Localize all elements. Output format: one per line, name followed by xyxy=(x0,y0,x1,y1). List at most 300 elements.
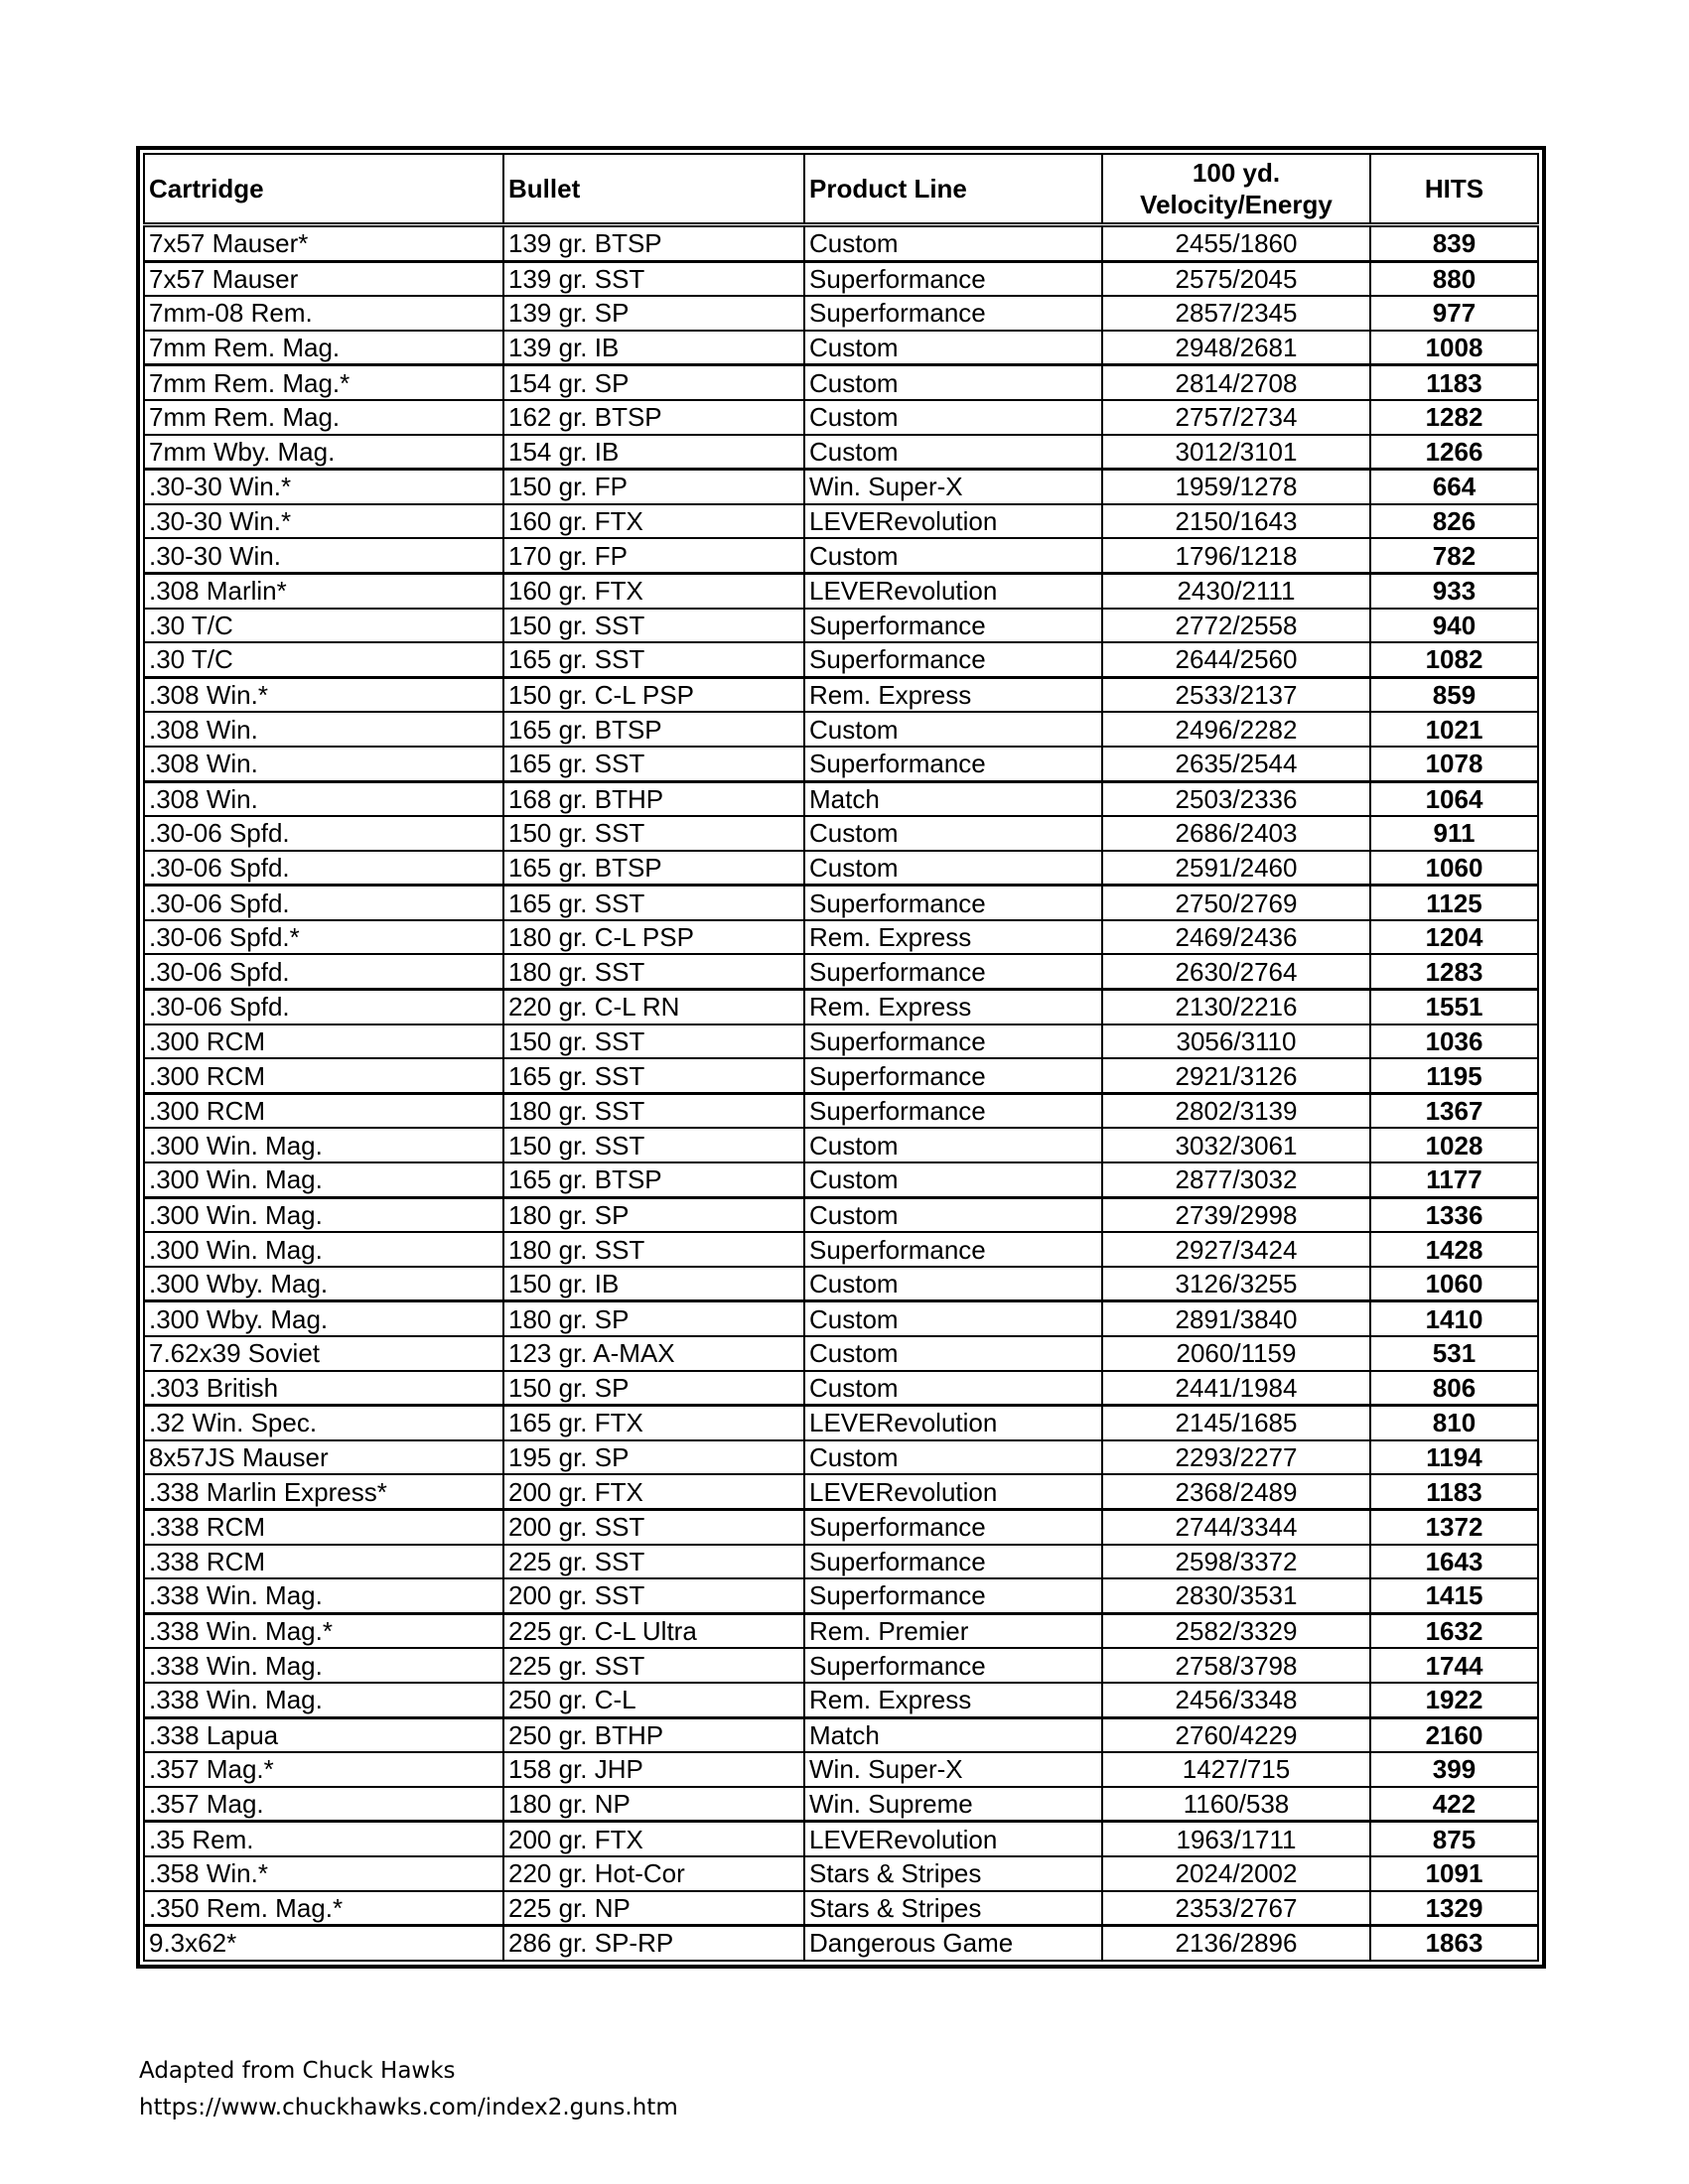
cell-bullet: 165 gr. BTSP xyxy=(503,851,804,886)
cell-hits: 1060 xyxy=(1370,851,1538,886)
table-row xyxy=(144,1024,1538,1059)
cell-bullet: 150 gr. C-L PSP xyxy=(503,677,804,712)
cell-velocity-energy: 2750/2769 xyxy=(1102,886,1370,920)
cell-product-line: Custom xyxy=(804,1267,1102,1301)
cell-hits: 1183 xyxy=(1370,1474,1538,1509)
table-row xyxy=(144,1371,1538,1406)
cell-bullet: 286 gr. SP-RP xyxy=(503,1926,804,1961)
table-row xyxy=(144,296,1538,331)
cell-velocity-energy: 2921/3126 xyxy=(1102,1058,1370,1093)
cell-bullet: 200 gr. SST xyxy=(503,1578,804,1613)
table-row xyxy=(144,1406,1538,1440)
cell-hits: 1036 xyxy=(1370,1024,1538,1059)
cell-cartridge: .300 Win. Mag. xyxy=(144,1128,503,1162)
cell-velocity-energy: 2441/1984 xyxy=(1102,1371,1370,1406)
table-header xyxy=(144,154,1538,225)
cell-hits: 1204 xyxy=(1370,920,1538,955)
cell-product-line: Custom xyxy=(804,1301,1102,1336)
cell-bullet: 150 gr. IB xyxy=(503,1267,804,1301)
table-row xyxy=(144,1162,1538,1197)
cell-product-line: Superformance xyxy=(804,1024,1102,1059)
cell-cartridge: .308 Win. xyxy=(144,712,503,747)
cell-cartridge: .338 Win. Mag. xyxy=(144,1578,503,1613)
cell-cartridge: 7x57 Mauser* xyxy=(144,225,503,262)
cell-hits: 977 xyxy=(1370,296,1538,331)
cell-bullet: 165 gr. BTSP xyxy=(503,712,804,747)
cell-bullet: 250 gr. BTHP xyxy=(503,1717,804,1752)
source-footer xyxy=(139,2053,678,2126)
cell-hits: 911 xyxy=(1370,816,1538,851)
cell-velocity-energy: 2150/1643 xyxy=(1102,504,1370,539)
table-row xyxy=(144,1752,1538,1787)
cell-product-line: Superformance xyxy=(804,1648,1102,1683)
cell-velocity-energy: 3126/3255 xyxy=(1102,1267,1370,1301)
cell-product-line: Superformance xyxy=(804,642,1102,677)
cell-hits: 1266 xyxy=(1370,435,1538,470)
header-velocity-energy-line2: Velocity/Energy xyxy=(1140,190,1333,219)
cell-product-line: LEVERevolution xyxy=(804,573,1102,608)
cell-cartridge: .30-06 Spfd. xyxy=(144,954,503,989)
cell-bullet: 139 gr. BTSP xyxy=(503,225,804,262)
cell-velocity-energy: 2758/3798 xyxy=(1102,1648,1370,1683)
cell-bullet: 123 gr. A-MAX xyxy=(503,1336,804,1371)
cell-product-line: Custom xyxy=(804,1440,1102,1475)
table-body xyxy=(144,225,1538,1961)
cell-cartridge: .35 Rem. xyxy=(144,1822,503,1856)
cell-velocity-energy: 2455/1860 xyxy=(1102,225,1370,262)
cell-product-line: Custom xyxy=(804,225,1102,262)
cell-velocity-energy: 1427/715 xyxy=(1102,1752,1370,1787)
cell-cartridge: .308 Marlin* xyxy=(144,573,503,608)
cell-velocity-energy: 2802/3139 xyxy=(1102,1093,1370,1128)
cell-product-line: Custom xyxy=(804,435,1102,470)
cell-product-line: Rem. Express xyxy=(804,1683,1102,1717)
table-row xyxy=(144,1545,1538,1579)
cell-velocity-energy: 3056/3110 xyxy=(1102,1024,1370,1059)
table-row xyxy=(144,747,1538,781)
table-row xyxy=(144,886,1538,920)
cell-bullet: 180 gr. SP xyxy=(503,1301,804,1336)
cell-velocity-energy: 1160/538 xyxy=(1102,1787,1370,1822)
cell-hits: 1008 xyxy=(1370,331,1538,365)
cell-velocity-energy: 1796/1218 xyxy=(1102,538,1370,573)
cell-hits: 880 xyxy=(1370,261,1538,296)
cell-cartridge: .338 RCM xyxy=(144,1509,503,1544)
cell-bullet: 195 gr. SP xyxy=(503,1440,804,1475)
cell-cartridge: .30-06 Spfd. xyxy=(144,851,503,886)
cell-hits: 1551 xyxy=(1370,990,1538,1024)
cell-hits: 1329 xyxy=(1370,1891,1538,1926)
table-row xyxy=(144,365,1538,400)
cell-velocity-energy: 2598/3372 xyxy=(1102,1545,1370,1579)
cell-product-line: Superformance xyxy=(804,886,1102,920)
cell-bullet: 180 gr. C-L PSP xyxy=(503,920,804,955)
cell-cartridge: .357 Mag.* xyxy=(144,1752,503,1787)
table-row xyxy=(144,1301,1538,1336)
source-attribution: Adapted from Chuck Hawks xyxy=(139,2058,456,2084)
cell-product-line: Rem. Express xyxy=(804,677,1102,712)
table-row xyxy=(144,1926,1538,1961)
cell-cartridge: 7mm Rem. Mag. xyxy=(144,400,503,435)
cell-hits: 806 xyxy=(1370,1371,1538,1406)
cell-hits: 1336 xyxy=(1370,1197,1538,1232)
cell-hits: 1922 xyxy=(1370,1683,1538,1717)
table-row xyxy=(144,573,1538,608)
cell-bullet: 200 gr. FTX xyxy=(503,1822,804,1856)
cell-velocity-energy: 2739/2998 xyxy=(1102,1197,1370,1232)
cell-hits: 1060 xyxy=(1370,1267,1538,1301)
cell-product-line: Win. Super-X xyxy=(804,1752,1102,1787)
cell-cartridge: 7mm Rem. Mag.* xyxy=(144,365,503,400)
cell-velocity-energy: 2772/2558 xyxy=(1102,609,1370,643)
cell-product-line: Match xyxy=(804,1717,1102,1752)
table-row xyxy=(144,1440,1538,1475)
table-row xyxy=(144,816,1538,851)
cell-cartridge: 7mm Rem. Mag. xyxy=(144,331,503,365)
cell-bullet: 165 gr. SST xyxy=(503,1058,804,1093)
cell-velocity-energy: 2368/2489 xyxy=(1102,1474,1370,1509)
cell-velocity-energy: 2430/2111 xyxy=(1102,573,1370,608)
cell-hits: 1177 xyxy=(1370,1162,1538,1197)
cell-cartridge: .300 Wby. Mag. xyxy=(144,1301,503,1336)
cell-velocity-energy: 2744/3344 xyxy=(1102,1509,1370,1544)
cell-velocity-energy: 2145/1685 xyxy=(1102,1406,1370,1440)
cell-bullet: 225 gr. SST xyxy=(503,1545,804,1579)
table-row xyxy=(144,261,1538,296)
cell-product-line: Custom xyxy=(804,365,1102,400)
table-row xyxy=(144,1128,1538,1162)
cell-product-line: Custom xyxy=(804,400,1102,435)
cell-product-line: Superformance xyxy=(804,609,1102,643)
cell-product-line: Custom xyxy=(804,712,1102,747)
cell-cartridge: .300 Win. Mag. xyxy=(144,1232,503,1267)
cell-product-line: Superformance xyxy=(804,261,1102,296)
table-row xyxy=(144,1891,1538,1926)
table-row xyxy=(144,920,1538,955)
cell-cartridge: 8x57JS Mauser xyxy=(144,1440,503,1475)
cell-velocity-energy: 2630/2764 xyxy=(1102,954,1370,989)
cell-velocity-energy: 2575/2045 xyxy=(1102,261,1370,296)
table-row xyxy=(144,1474,1538,1509)
cell-hits: 1183 xyxy=(1370,365,1538,400)
cell-velocity-energy: 3012/3101 xyxy=(1102,435,1370,470)
table-row xyxy=(144,609,1538,643)
cell-cartridge: .358 Win.* xyxy=(144,1856,503,1891)
cell-hits: 933 xyxy=(1370,573,1538,608)
table-row xyxy=(144,1856,1538,1891)
cell-cartridge: .30 T/C xyxy=(144,642,503,677)
cell-bullet: 220 gr. C-L RN xyxy=(503,990,804,1024)
cell-hits: 1021 xyxy=(1370,712,1538,747)
cell-bullet: 165 gr. BTSP xyxy=(503,1162,804,1197)
cell-product-line: Custom xyxy=(804,1371,1102,1406)
cell-velocity-energy: 2496/2282 xyxy=(1102,712,1370,747)
table-row xyxy=(144,504,1538,539)
cell-product-line: Stars & Stripes xyxy=(804,1856,1102,1891)
cell-hits: 1415 xyxy=(1370,1578,1538,1613)
cell-bullet: 139 gr. IB xyxy=(503,331,804,365)
cell-cartridge: .300 RCM xyxy=(144,1024,503,1059)
cell-velocity-energy: 2293/2277 xyxy=(1102,1440,1370,1475)
cell-product-line: Superformance xyxy=(804,747,1102,781)
cell-cartridge: .338 RCM xyxy=(144,1545,503,1579)
cell-product-line: LEVERevolution xyxy=(804,1474,1102,1509)
cell-bullet: 150 gr. FP xyxy=(503,470,804,504)
cell-cartridge: 7mm-08 Rem. xyxy=(144,296,503,331)
cell-product-line: Match xyxy=(804,781,1102,816)
cell-velocity-energy: 2877/3032 xyxy=(1102,1162,1370,1197)
cell-cartridge: .300 Win. Mag. xyxy=(144,1197,503,1232)
cell-cartridge: .30-06 Spfd.* xyxy=(144,920,503,955)
cell-product-line: Custom xyxy=(804,1128,1102,1162)
cell-bullet: 160 gr. FTX xyxy=(503,504,804,539)
cell-cartridge: .32 Win. Spec. xyxy=(144,1406,503,1440)
cell-bullet: 150 gr. SST xyxy=(503,1024,804,1059)
cell-cartridge: .300 RCM xyxy=(144,1093,503,1128)
cell-product-line: Custom xyxy=(804,851,1102,886)
cell-bullet: 150 gr. SP xyxy=(503,1371,804,1406)
cell-hits: 1372 xyxy=(1370,1509,1538,1544)
cell-bullet: 225 gr. C-L Ultra xyxy=(503,1613,804,1648)
header-product-line: Product Line xyxy=(804,154,1102,225)
cell-bullet: 160 gr. FTX xyxy=(503,573,804,608)
cell-cartridge: .357 Mag. xyxy=(144,1787,503,1822)
cell-bullet: 139 gr. SST xyxy=(503,261,804,296)
cell-hits: 1283 xyxy=(1370,954,1538,989)
cell-hits: 839 xyxy=(1370,225,1538,262)
cell-bullet: 165 gr. SST xyxy=(503,886,804,920)
header-cartridge: Cartridge xyxy=(144,154,503,225)
cell-bullet: 165 gr. SST xyxy=(503,747,804,781)
table-row xyxy=(144,470,1538,504)
table-row xyxy=(144,331,1538,365)
table-row xyxy=(144,1717,1538,1752)
cell-cartridge: .308 Win. xyxy=(144,747,503,781)
table-row xyxy=(144,1232,1538,1267)
cell-velocity-energy: 2760/4229 xyxy=(1102,1717,1370,1752)
cell-bullet: 162 gr. BTSP xyxy=(503,400,804,435)
cell-cartridge: 9.3x62* xyxy=(144,1926,503,1961)
cell-product-line: Superformance xyxy=(804,1545,1102,1579)
cell-velocity-energy: 2456/3348 xyxy=(1102,1683,1370,1717)
cartridge-hits-table-frame xyxy=(136,146,1546,1969)
header-hits: HITS xyxy=(1370,154,1538,225)
cell-bullet: 180 gr. SP xyxy=(503,1197,804,1232)
table-row xyxy=(144,642,1538,677)
cell-cartridge: 7.62x39 Soviet xyxy=(144,1336,503,1371)
cell-cartridge: .308 Win. xyxy=(144,781,503,816)
cell-velocity-energy: 2503/2336 xyxy=(1102,781,1370,816)
cell-hits: 1028 xyxy=(1370,1128,1538,1162)
cell-velocity-energy: 2857/2345 xyxy=(1102,296,1370,331)
cell-velocity-energy: 2353/2767 xyxy=(1102,1891,1370,1926)
cell-hits: 1091 xyxy=(1370,1856,1538,1891)
cell-product-line: Win. Supreme xyxy=(804,1787,1102,1822)
cell-product-line: Superformance xyxy=(804,1578,1102,1613)
cell-velocity-energy: 2060/1159 xyxy=(1102,1336,1370,1371)
cell-product-line: Rem. Premier xyxy=(804,1613,1102,1648)
cell-velocity-energy: 2130/2216 xyxy=(1102,990,1370,1024)
table-row xyxy=(144,1336,1538,1371)
cell-hits: 664 xyxy=(1370,470,1538,504)
cell-bullet: 170 gr. FP xyxy=(503,538,804,573)
cell-cartridge: .300 Wby. Mag. xyxy=(144,1267,503,1301)
table-row xyxy=(144,1578,1538,1613)
cell-product-line: Custom xyxy=(804,331,1102,365)
cell-hits: 1082 xyxy=(1370,642,1538,677)
cell-bullet: 154 gr. SP xyxy=(503,365,804,400)
cell-cartridge: .300 Win. Mag. xyxy=(144,1162,503,1197)
header-velocity-energy xyxy=(1102,154,1370,225)
cell-product-line: Stars & Stripes xyxy=(804,1891,1102,1926)
table-row xyxy=(144,1093,1538,1128)
table-row xyxy=(144,435,1538,470)
table-row xyxy=(144,538,1538,573)
cell-hits: 940 xyxy=(1370,609,1538,643)
table-row xyxy=(144,1613,1538,1648)
cell-bullet: 250 gr. C-L xyxy=(503,1683,804,1717)
cell-product-line: Custom xyxy=(804,1162,1102,1197)
cell-velocity-energy: 2927/3424 xyxy=(1102,1232,1370,1267)
source-url: https://www.chuckhawks.com/index2.guns.htm xyxy=(139,2095,678,2120)
cell-velocity-energy: 2891/3840 xyxy=(1102,1301,1370,1336)
cell-velocity-energy: 3032/3061 xyxy=(1102,1128,1370,1162)
table-row xyxy=(144,1197,1538,1232)
cell-hits: 1125 xyxy=(1370,886,1538,920)
table-row xyxy=(144,851,1538,886)
table-row xyxy=(144,781,1538,816)
cell-product-line: Dangerous Game xyxy=(804,1926,1102,1961)
cell-bullet: 220 gr. Hot-Cor xyxy=(503,1856,804,1891)
table-row xyxy=(144,1683,1538,1717)
cell-cartridge: .30-30 Win.* xyxy=(144,470,503,504)
table-row xyxy=(144,677,1538,712)
cell-velocity-energy: 2948/2681 xyxy=(1102,331,1370,365)
cell-bullet: 180 gr. SST xyxy=(503,1093,804,1128)
cell-cartridge: 7x57 Mauser xyxy=(144,261,503,296)
cell-hits: 1195 xyxy=(1370,1058,1538,1093)
cell-product-line: Rem. Express xyxy=(804,920,1102,955)
header-row xyxy=(144,154,1538,225)
cell-bullet: 139 gr. SP xyxy=(503,296,804,331)
cell-hits: 422 xyxy=(1370,1787,1538,1822)
cell-hits: 859 xyxy=(1370,677,1538,712)
cell-product-line: Rem. Express xyxy=(804,990,1102,1024)
cell-hits: 1863 xyxy=(1370,1926,1538,1961)
cell-bullet: 225 gr. SST xyxy=(503,1648,804,1683)
cell-cartridge: .338 Win. Mag. xyxy=(144,1648,503,1683)
cell-product-line: Custom xyxy=(804,538,1102,573)
table-row xyxy=(144,1509,1538,1544)
cell-bullet: 180 gr. SST xyxy=(503,1232,804,1267)
cell-velocity-energy: 2469/2436 xyxy=(1102,920,1370,955)
table-row xyxy=(144,225,1538,262)
cell-cartridge: .338 Marlin Express* xyxy=(144,1474,503,1509)
cell-hits: 826 xyxy=(1370,504,1538,539)
cell-cartridge: .30 T/C xyxy=(144,609,503,643)
cell-hits: 1744 xyxy=(1370,1648,1538,1683)
cell-cartridge: .30-30 Win. xyxy=(144,538,503,573)
table-row xyxy=(144,400,1538,435)
cell-bullet: 200 gr. SST xyxy=(503,1509,804,1544)
cell-cartridge: .30-06 Spfd. xyxy=(144,990,503,1024)
cell-velocity-energy: 2635/2544 xyxy=(1102,747,1370,781)
cell-cartridge: .30-30 Win.* xyxy=(144,504,503,539)
cell-cartridge: .300 RCM xyxy=(144,1058,503,1093)
cell-hits: 1064 xyxy=(1370,781,1538,816)
table-row xyxy=(144,990,1538,1024)
cell-velocity-energy: 2136/2896 xyxy=(1102,1926,1370,1961)
cell-velocity-energy: 2582/3329 xyxy=(1102,1613,1370,1648)
cell-product-line: Superformance xyxy=(804,1058,1102,1093)
cell-product-line: Win. Super-X xyxy=(804,470,1102,504)
cell-bullet: 158 gr. JHP xyxy=(503,1752,804,1787)
cell-product-line: LEVERevolution xyxy=(804,1822,1102,1856)
header-velocity-energy-line1: 100 yd. xyxy=(1192,158,1281,188)
table-row xyxy=(144,1787,1538,1822)
cell-hits: 1632 xyxy=(1370,1613,1538,1648)
cell-hits: 399 xyxy=(1370,1752,1538,1787)
cell-velocity-energy: 1959/1278 xyxy=(1102,470,1370,504)
cell-cartridge: .303 British xyxy=(144,1371,503,1406)
table-row xyxy=(144,1648,1538,1683)
cell-product-line: Superformance xyxy=(804,1509,1102,1544)
cell-velocity-energy: 2757/2734 xyxy=(1102,400,1370,435)
cell-bullet: 180 gr. NP xyxy=(503,1787,804,1822)
cartridge-hits-table xyxy=(143,153,1539,1962)
cell-product-line: Superformance xyxy=(804,1232,1102,1267)
cell-hits: 1428 xyxy=(1370,1232,1538,1267)
cell-product-line: LEVERevolution xyxy=(804,1406,1102,1440)
cell-hits: 1643 xyxy=(1370,1545,1538,1579)
cell-velocity-energy: 2533/2137 xyxy=(1102,677,1370,712)
cell-bullet: 150 gr. SST xyxy=(503,816,804,851)
cell-cartridge: .30-06 Spfd. xyxy=(144,816,503,851)
cell-cartridge: .308 Win.* xyxy=(144,677,503,712)
table-row xyxy=(144,1058,1538,1093)
cell-hits: 531 xyxy=(1370,1336,1538,1371)
cell-product-line: Superformance xyxy=(804,1093,1102,1128)
cell-cartridge: .338 Win. Mag. xyxy=(144,1683,503,1717)
cell-cartridge: .338 Win. Mag.* xyxy=(144,1613,503,1648)
cell-bullet: 225 gr. NP xyxy=(503,1891,804,1926)
cell-cartridge: 7mm Wby. Mag. xyxy=(144,435,503,470)
cell-hits: 1282 xyxy=(1370,400,1538,435)
cell-hits: 1410 xyxy=(1370,1301,1538,1336)
cell-velocity-energy: 2591/2460 xyxy=(1102,851,1370,886)
cell-velocity-energy: 2644/2560 xyxy=(1102,642,1370,677)
cell-product-line: Superformance xyxy=(804,296,1102,331)
cell-bullet: 165 gr. SST xyxy=(503,642,804,677)
table-row xyxy=(144,712,1538,747)
cell-hits: 2160 xyxy=(1370,1717,1538,1752)
cell-cartridge: .350 Rem. Mag.* xyxy=(144,1891,503,1926)
cell-velocity-energy: 2814/2708 xyxy=(1102,365,1370,400)
cell-hits: 1078 xyxy=(1370,747,1538,781)
cell-bullet: 180 gr. SST xyxy=(503,954,804,989)
table-row xyxy=(144,954,1538,989)
table-row xyxy=(144,1267,1538,1301)
cell-product-line: Custom xyxy=(804,1336,1102,1371)
cell-hits: 810 xyxy=(1370,1406,1538,1440)
cell-bullet: 168 gr. BTHP xyxy=(503,781,804,816)
cell-product-line: Custom xyxy=(804,1197,1102,1232)
cell-velocity-energy: 2830/3531 xyxy=(1102,1578,1370,1613)
cell-hits: 1367 xyxy=(1370,1093,1538,1128)
cell-bullet: 200 gr. FTX xyxy=(503,1474,804,1509)
cell-product-line: Custom xyxy=(804,816,1102,851)
cell-bullet: 150 gr. SST xyxy=(503,1128,804,1162)
